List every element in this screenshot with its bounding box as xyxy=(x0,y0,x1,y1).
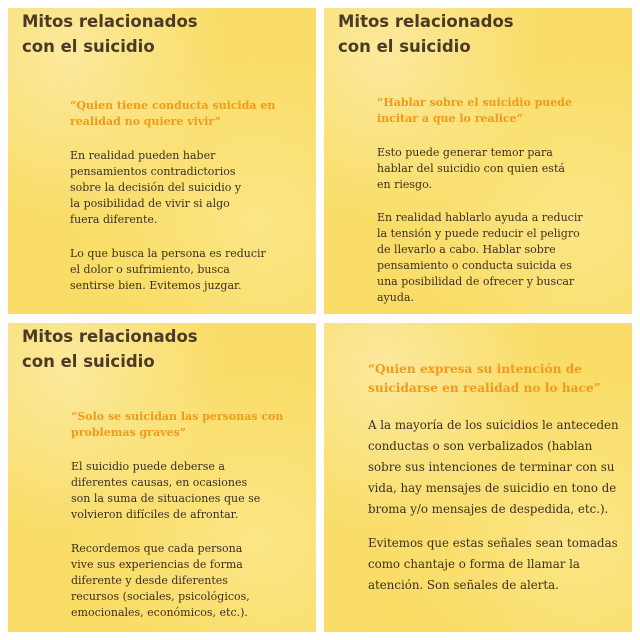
text-line: sentirse bien. Evitemos juzgar. xyxy=(70,279,242,292)
explanation-paragraph xyxy=(71,541,250,621)
text-line: sobre la decisión del suicidio y xyxy=(70,181,242,194)
explanation-paragraph xyxy=(368,415,619,520)
quote-line: “Hablar sobre el suicidio puede xyxy=(377,96,572,109)
title-line: Mitos relacionados xyxy=(338,12,514,31)
myth-quote xyxy=(377,95,572,127)
text-line: diferente y desde diferentes xyxy=(71,574,228,587)
myth-card-2 xyxy=(324,8,632,314)
explanation-paragraph xyxy=(377,145,565,193)
text-line: Recordemos que cada persona xyxy=(71,542,243,555)
title-line: Mitos relacionados xyxy=(22,12,198,31)
text-line: Evitemos que estas señales sean tomadas xyxy=(368,536,618,550)
text-line: El suicidio puede deberse a xyxy=(71,460,225,473)
text-line: son la suma de situaciones que se xyxy=(71,492,261,505)
card-title xyxy=(22,324,198,374)
text-line: diferentes causas, en ocasiones xyxy=(71,476,248,489)
title-line: con el suicidio xyxy=(22,37,155,56)
title-line: con el suicidio xyxy=(338,37,471,56)
title-line: Mitos relacionados xyxy=(22,327,198,346)
quote-line: incitar a que lo realice” xyxy=(377,112,524,125)
text-line: Esto puede generar temor para xyxy=(377,146,553,159)
text-line: vive sus experiencias de forma xyxy=(71,558,243,571)
text-line: el dolor o sufrimiento, busca xyxy=(70,263,230,276)
text-line: vida, hay mensajes de suicidio en tono de xyxy=(368,481,617,495)
explanation-paragraph xyxy=(377,210,583,306)
card-title xyxy=(338,9,514,59)
text-line: broma y/o mensajes de despedida, etc.). xyxy=(368,502,609,516)
text-line: hablar del suicidio con quien está xyxy=(377,162,565,175)
text-line: pensamiento o conducta suicida es xyxy=(377,259,572,272)
text-line: ayuda. xyxy=(377,291,414,304)
text-line: fuera diferente. xyxy=(70,213,158,226)
quote-line: suicidarse en realidad no lo hace” xyxy=(368,381,601,395)
text-line: Lo que busca la persona es reducir xyxy=(70,247,266,260)
text-line: una posibilidad de ofrecer y buscar xyxy=(377,275,575,288)
text-line: la posibilidad de vivir si algo xyxy=(70,197,230,210)
text-line: pensamientos contradictorios xyxy=(70,165,236,178)
explanation-paragraph xyxy=(70,148,241,228)
text-line: atención. Son señales de alerta. xyxy=(368,578,559,592)
text-line: En realidad pueden haber xyxy=(70,149,216,162)
text-line: conductas o son verbalizados (hablan xyxy=(368,439,593,453)
myth-quote xyxy=(71,409,283,441)
title-line: con el suicidio xyxy=(22,352,155,371)
myth-card-4 xyxy=(324,323,632,632)
quote-line: problemas graves” xyxy=(71,426,187,439)
explanation-paragraph xyxy=(70,246,266,294)
text-line: en riesgo. xyxy=(377,178,432,191)
myth-quote xyxy=(70,98,275,130)
text-line: sobre sus intenciones de terminar con su xyxy=(368,460,615,474)
text-line: de llevarlo a cabo. Hablar sobre xyxy=(377,243,556,256)
text-line: En realidad hablarlo ayuda a reducir xyxy=(377,211,583,224)
quote-line: “Quien tiene conducta suicida en xyxy=(70,99,276,112)
quote-line: realidad no quiere vivir” xyxy=(70,115,221,128)
text-line: como chantaje o forma de llamar la xyxy=(368,557,580,571)
text-line: recursos (sociales, psicológicos, xyxy=(71,590,250,603)
myth-card-3 xyxy=(8,323,316,632)
card-title xyxy=(22,9,198,59)
text-line: volvieron difíciles de afrontar. xyxy=(71,508,239,521)
quote-line: “Solo se suicidan las personas con xyxy=(71,410,284,423)
explanation-paragraph xyxy=(368,533,618,596)
quote-line: “Quien expresa su intención de xyxy=(368,362,582,376)
text-line: emocionales, económicos, etc.). xyxy=(71,606,248,619)
myth-card-1 xyxy=(8,8,316,314)
text-line: A la mayoría de los suicidios le anteceden xyxy=(368,418,619,432)
text-line: la tensión y puede reducir el peligro xyxy=(377,227,580,240)
explanation-paragraph xyxy=(71,459,260,523)
myth-quote xyxy=(368,360,601,398)
